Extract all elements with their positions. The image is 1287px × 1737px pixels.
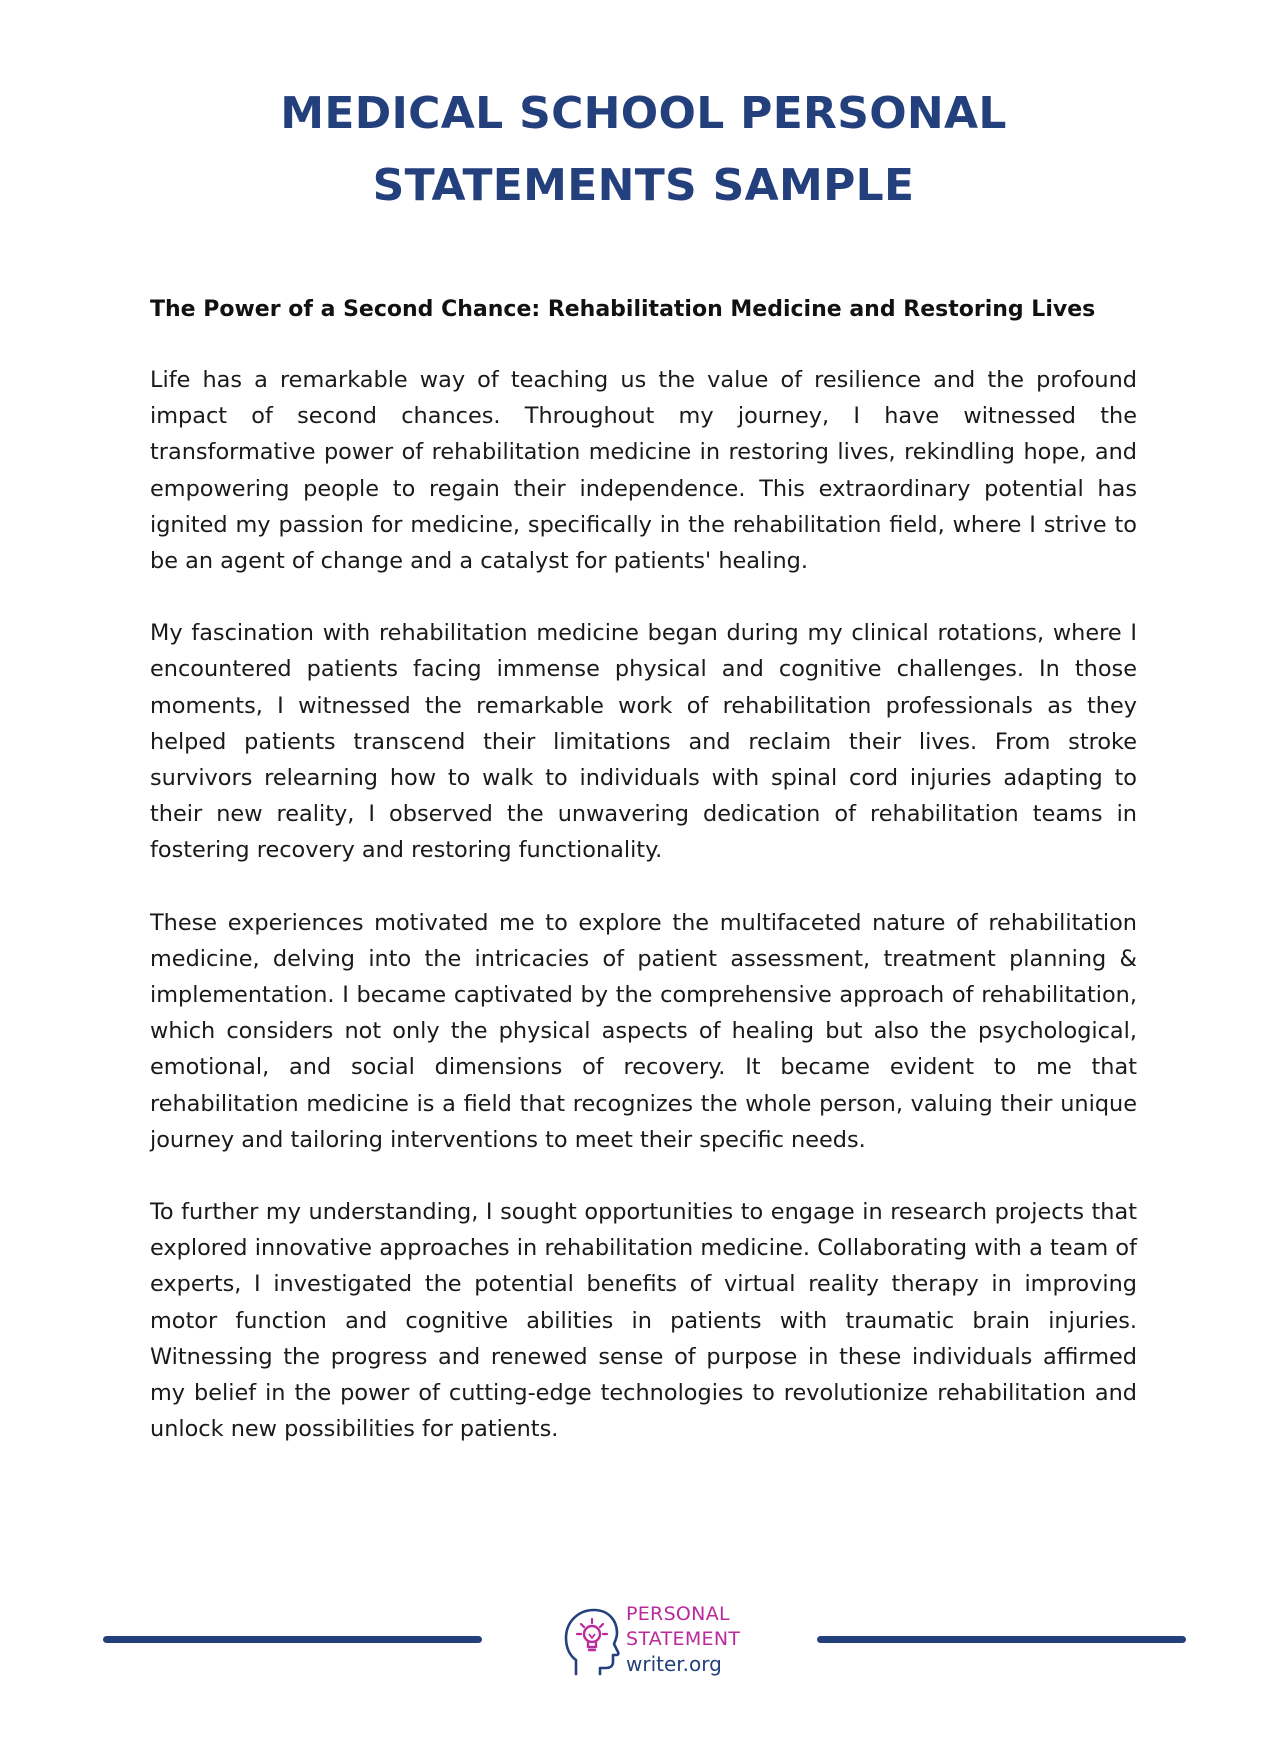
footer-divider-left (103, 1636, 482, 1643)
page-title (0, 78, 1287, 222)
essay-title: The Power of a Second Chance: Rehabilitation Medicine and Restoring Lives (150, 297, 1096, 322)
essay-body (150, 294, 1137, 1483)
essay-paragraph-2: My fascination with rehabilitation medicine began during my clinical rotations, where I encountered patients facing immense physical and cognitive challenges. In those moments, I witnessed the remarkable work of rehabilitation professionals as they helped patients transcend their limitations and reclaim their lives. From stroke survivors relearning how to walk to individuals with spinal cord injuries adapting to their new reality, I observed the unwavering dedication of rehabilitation teams in fostering recovery and restoring functionality. (150, 620, 1137, 864)
logo-wordmark (626, 1602, 740, 1677)
logo-text-statement: STATEMENT (626, 1628, 741, 1650)
logo-text-personal: PERSONAL (626, 1603, 730, 1625)
footer-divider-right (817, 1636, 1186, 1643)
essay-paragraph-4: To further my understanding, I sought opportunities to engage in research projects that explored innovative approaches in rehabilitation medicine. Collaborating with a team of experts, I investigated the potential benefits of virtual reality therapy in improving motor function and cognitive abilities in patients with traumatic brain injuries. Witnessing the progress and renewed sense of purpose in these individuals affirmed my belief in the power of cutting-edge technologies to revolutionize rehabilitation and unlock new possibilities for patients. (150, 1199, 1137, 1443)
page-title-line-2: STATEMENTS SAMPLE (372, 160, 915, 211)
logo-text-domain: writer.org (626, 1652, 722, 1676)
essay-paragraph-3: These experiences motivated me to explore the multifaceted nature of rehabilitation medicine, delving into the intricacies of patient assessment, treatment planning & implementation. I became captivated by the comprehensive approach of rehabilitation, which considers not only the physical aspects of healing but also the psychological, emotional, and social dimensions of recovery. It became evident to me that rehabilitation medicine is a field that recognizes the whole person, valuing their unique journey and tailoring interventions to meet their specific needs. (150, 909, 1137, 1153)
page-title-line-1: MEDICAL SCHOOL PERSONAL (280, 88, 1007, 139)
footer-logo (562, 1598, 762, 1680)
essay-paragraph-1: Life has a remarkable way of teaching us the value of resilience and the profound impact of second chances. Throughout my journey, I have witnessed the transformative power of rehabilitation medicine in restoring lives, rekindling hope, and empowering people to regain their independence. This extraordinary potential has ignited my passion for medicine, specifically in the rehabilitation field, where I strive to be an agent of change and a catalyst for patients' healing. (150, 367, 1137, 575)
head-lightbulb-icon (562, 1600, 620, 1676)
